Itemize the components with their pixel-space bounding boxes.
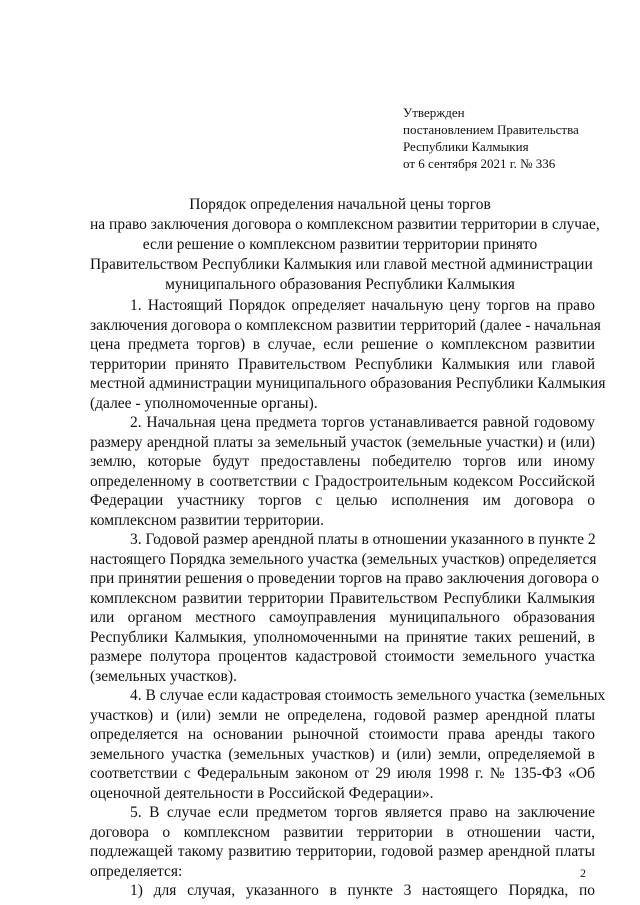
paragraph-line: участков) и (или) земли не определена, годовой размер арендной платы — [90, 706, 595, 724]
paragraph-line: определенному в соответствии с Градостроительным кодексом Российской — [90, 472, 595, 490]
paragraph-line: 5. В случае если предметом торгов является право на заключение — [130, 804, 595, 821]
paragraph-line: настоящего Порядка земельного участка (земельных участков) определяется — [90, 550, 597, 568]
paragraph — [90, 296, 606, 413]
paragraph — [90, 530, 600, 686]
paragraph-line: размеру арендной платы за земельный участок (земельные участки) и (или) — [90, 433, 595, 451]
paragraph-line: комплексном развитии территории. — [90, 511, 324, 529]
title-line: Порядок определения начальной цены торгов — [189, 196, 491, 213]
paragraph-line: Федерации участнику торгов с целью исполнения им договора о — [90, 492, 595, 509]
paragraph-line: (далее - уполномоченные органы). — [90, 394, 318, 412]
approval-stamp — [403, 104, 579, 172]
paragraph-line: или органом местного самоуправления муниципального образования — [90, 609, 595, 626]
document-title — [90, 195, 600, 295]
approval-line: от 6 сентября 2021 г. № 336 — [403, 156, 556, 171]
paragraph-line: 1. Настоящий Порядок определяет начальную цену торгов на право — [130, 297, 595, 314]
paragraph-line: цена предмета торгов) в случае, если решение о комплексном развитии — [90, 336, 595, 353]
title-line: если решение о комплексном развитии территории принято — [142, 236, 538, 253]
paragraph-line: землю, которые будут предоставлены победителю торгов или иному — [90, 453, 595, 470]
approval-line: постановлением Правительства — [403, 122, 579, 137]
paragraph — [90, 413, 595, 530]
paragraph-line: соответствии с Федеральным законом от 29 июля 1998 г. № 135-ФЗ «Об — [90, 765, 595, 782]
paragraph-line: территории принято Правительством Республики Калмыкия или главой — [90, 355, 595, 373]
title-line: Правительством Республики Калмыкия или главой местной администрации — [90, 256, 593, 273]
paragraph — [90, 803, 595, 881]
paragraph-line: определяется: — [90, 862, 183, 880]
paragraph-line: подлежащей такому развитию территории, годовой размер арендной платы — [90, 843, 595, 860]
document-body — [90, 296, 606, 901]
paragraph-line: договора о комплексном развитии территории в отношении части, — [90, 823, 595, 841]
paragraph-line: заключения договора о комплексном развитии территорий (далее - начальная — [90, 316, 601, 334]
paragraph-line: 3. Годовой размер арендной платы в отношении указанного в пункте 2 — [130, 531, 596, 548]
paragraph — [90, 686, 606, 803]
page-number: 2 — [580, 866, 586, 880]
paragraph-line: при принятии решения о проведении торгов на право заключения договора о — [90, 570, 600, 587]
paragraph-line: 2. Начальная цена предмета торгов устанавливается равной годовому — [130, 414, 595, 431]
paragraph-line: земельного участка (земельных участков) и (или) земли, определяемой в — [90, 745, 595, 763]
paragraph-line: оценочной деятельности в Российской Федерации». — [90, 784, 434, 802]
approval-line: Утвержден — [403, 105, 465, 120]
paragraph-line: местной администрации муниципального образования Республики Калмыкия — [90, 375, 606, 392]
approval-line: Республики Калмыкия — [403, 139, 529, 154]
paragraph-line: Республики Калмыкия, уполномоченными на принятие таких решений, в — [90, 628, 595, 646]
paragraph-line: размере полутора процентов кадастровой стоимости земельного участка — [90, 648, 595, 665]
paragraph-line: (земельных участков). — [90, 667, 237, 685]
paragraph-line: 1) для случая, указанного в пункте 3 настоящего Порядка, по — [130, 882, 595, 899]
paragraph-line: 4. В случае если кадастровая стоимость земельного участка (земельных — [130, 687, 606, 704]
paragraph-line: определяется на основании рыночной стоимости права аренды такого — [90, 726, 595, 743]
title-line: на право заключения договора о комплексном развитии территории в случае, — [90, 216, 600, 233]
paragraph-line: комплексном развитии территории Правительством Республики Калмыкия — [90, 589, 595, 607]
title-line: муниципального образования Республики Калмыкия — [165, 276, 515, 293]
paragraph — [90, 881, 595, 901]
